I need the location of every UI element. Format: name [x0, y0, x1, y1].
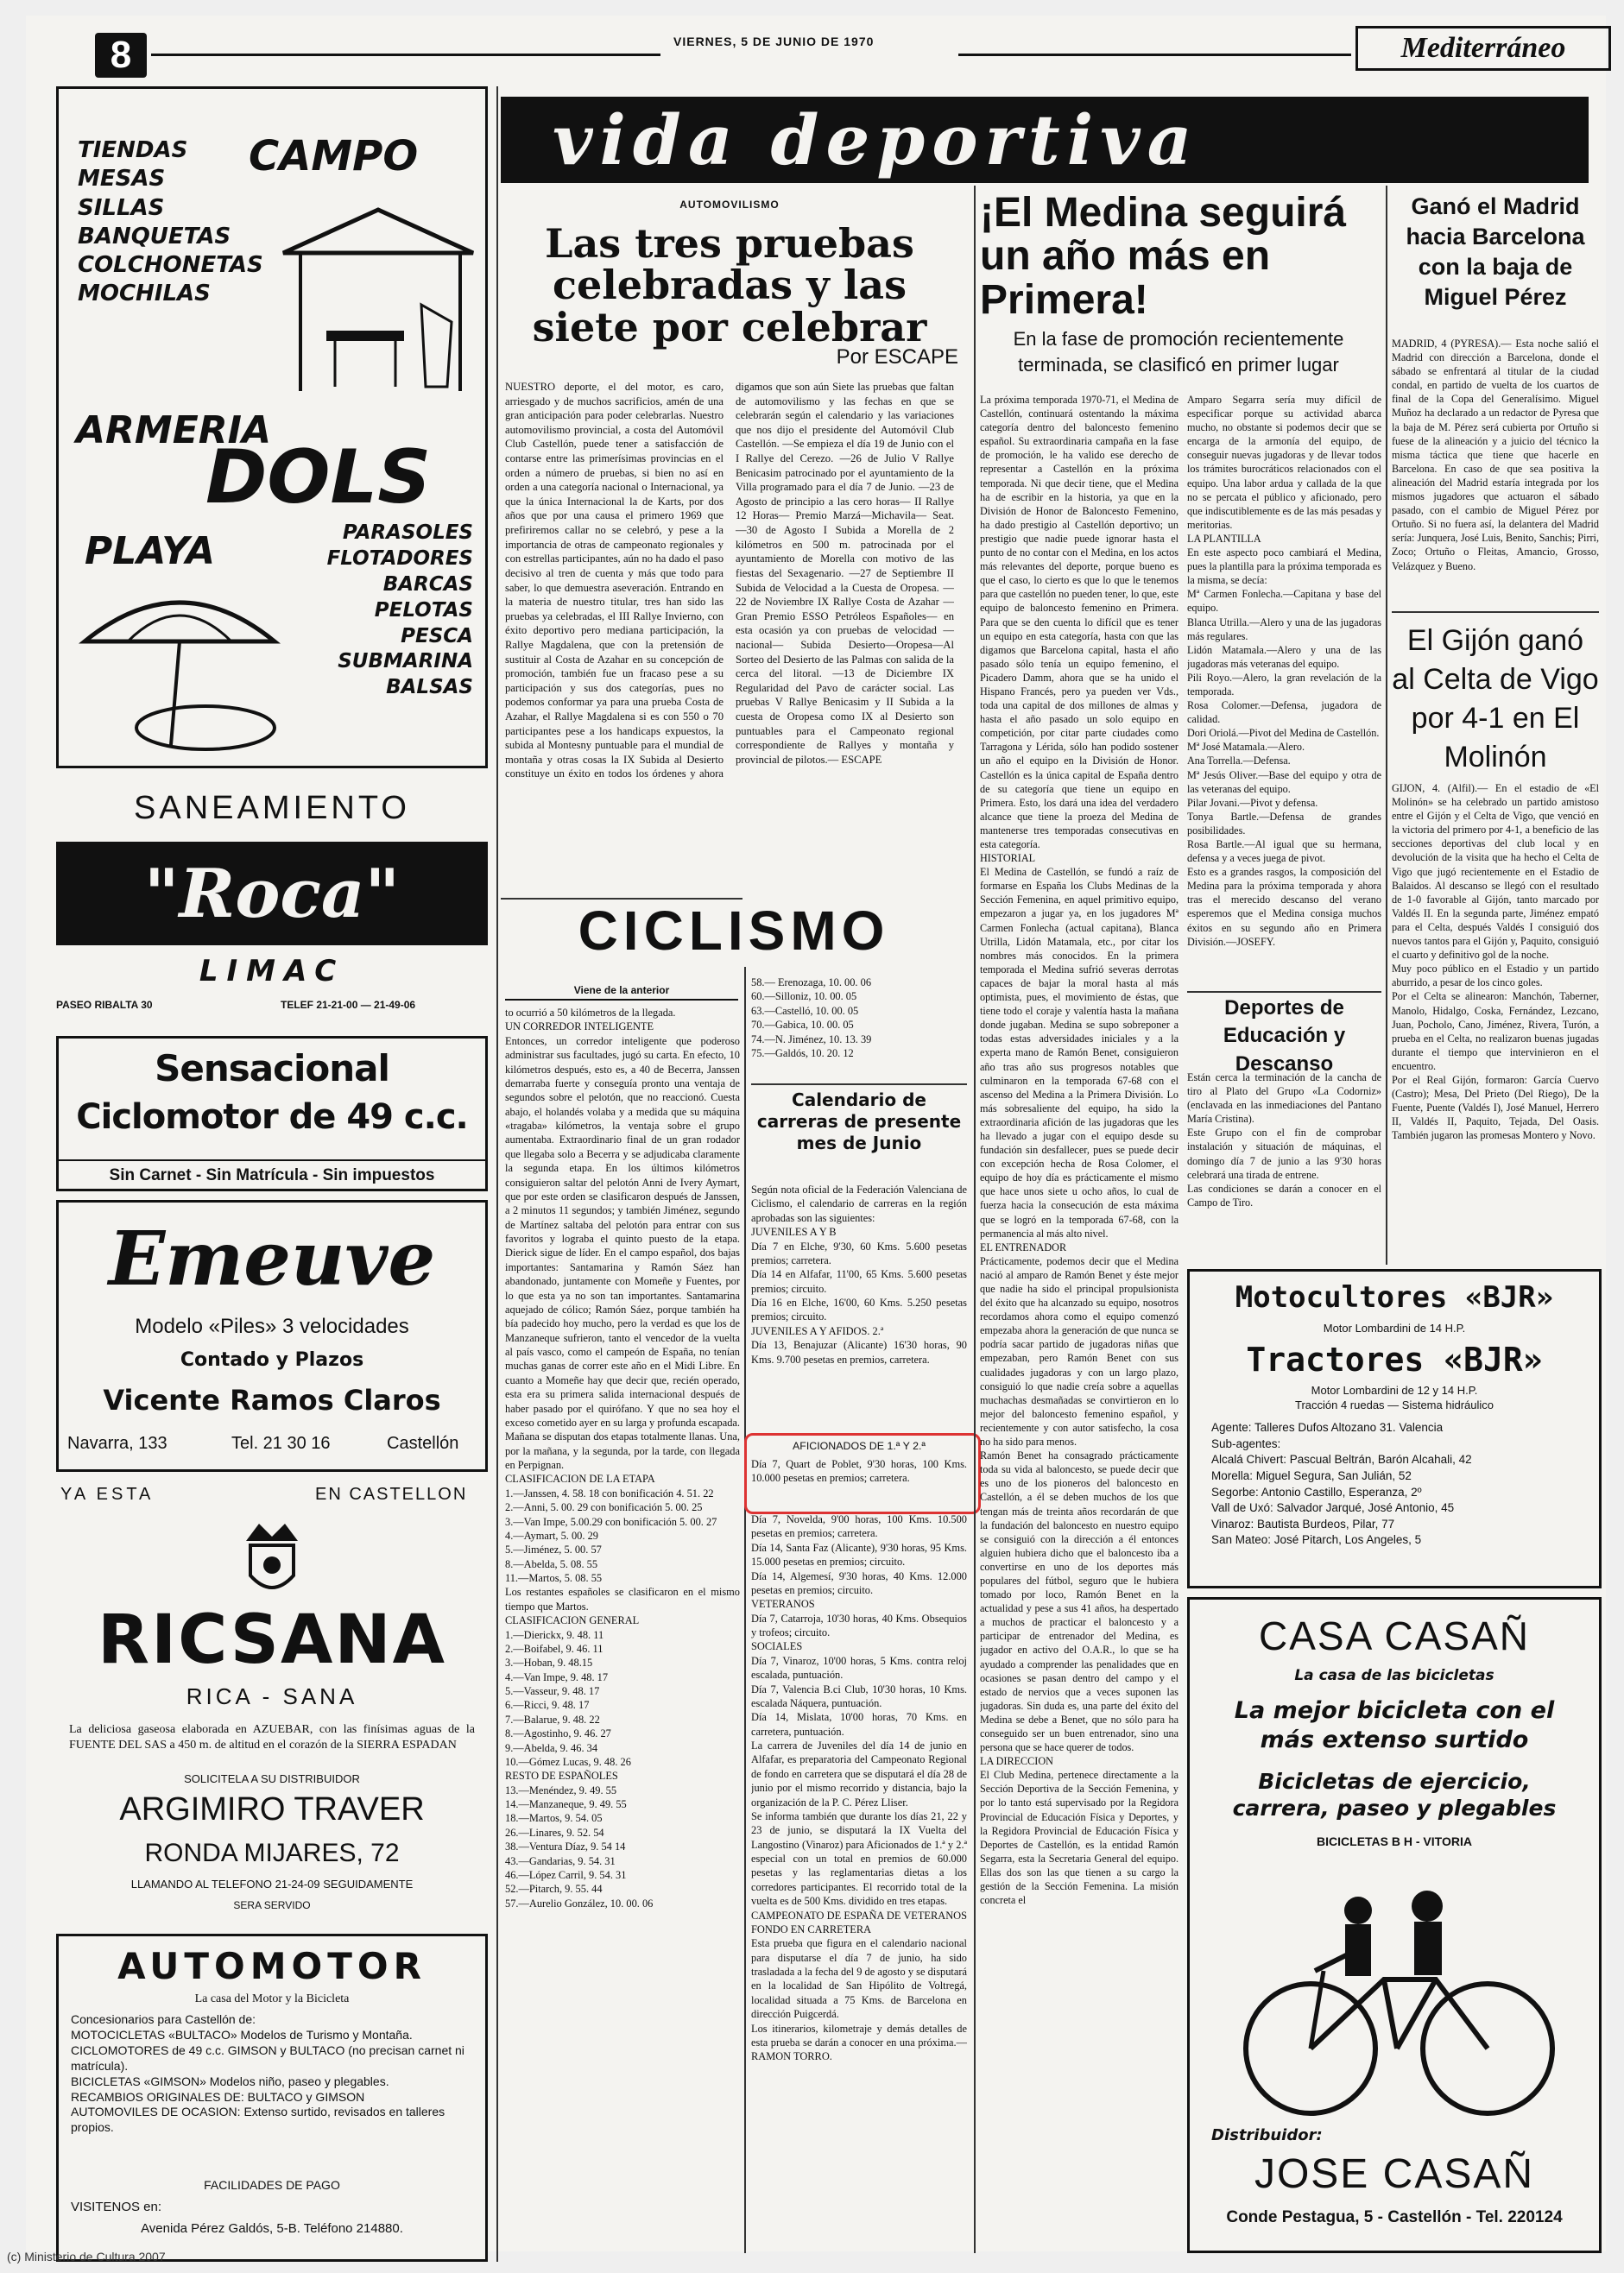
ad-emeuve-dealer: Vicente Ramos Claros [103, 1384, 441, 1417]
parasol-icon [76, 572, 283, 762]
tent-icon [275, 201, 482, 400]
gijon-rule [1392, 611, 1599, 613]
gijon-headline: El Gijón ganó al Celta de Vigo por 4-1 en El Molinón [1392, 624, 1599, 773]
ad-automotor-pay: FACILIDADES DE PAGO [204, 2178, 340, 2192]
ciclismo-body: to ocurrió a 50 kilómetros de la llegada. UN CORREDOR INTELIGENTE Entonces, un corredor inteligente que poderoso administrar sus facultades, jugó su carta. En efecto, 10 kilómetros después, esto es, a 40 de Becerra, Janssen demarraba fuerte y conseguía pronto una ventaja de segundos sobre el pelotón, que no reaccionó. Cuesta abajo, el holandés volaba y a medida que su máquina «tragaba» kilómetros, la ventaja sobre el grupo aumentaba. Extraordinario final de un gran rodador que llegaba solo a Becerra y se adjudicaba claramente la segunda etapa. En los últimos kilómetros consiguieron saltar del pelotón Anni de Ivery Aymart, que por este orden se clasificaron después de Janssen, a 2 minutos 11 segundos; y también Jiménez, segundo de Martínez saltaba del pelotón para entrar con sus favoritos y lograba el quinto puesto de la etapa. Dierick sigue de líder. En el campo español, dos bajas importantes: Santamarina y Ramón Sáez han abandonado, juntamente con Momeñe y Fuentes, por lo que esta ya no son tan importantes. Santamarina aquejado de cólico; Ramón Sáez, porque también ha bía padecido hoy mucho, pero la verdad es que los de Manzaneque sufrieron, tanto el vencedor de la vuelta al país vasco, como el campeón de España, no tenían muchas ganas de correr este año en el Midi Libre. En cuanto a Momeñe hay que decir que, recién operado, esta era su primera salida internacional después de haber pasado por el quirófano. Y que no sea hoy el exceso cometido ayer en su larga y profunda escapada. Mañana se disputan dos etapas totalmente llanas. Una, por la mañana, y la segunda, por la tarde, con llegada en Perpignan. CLASIFICACION DE LA ETAPA 1.—Janssen, 4. 58. 18 con bonificación 4. 51. 22 2.—Anni, 5. 00. 29 con bonificación 5. 00. 25 3.—Van Impe, 5.00.29 con bonificación 5. 00. 27 4.—Aymart, 5. 00. 29 5.—Jiménez, 5. 00. 57 8.—Abelda, 5. 08. 55 11.—Martos, 5. 08. 55 Los restantes españoles se clasificaron en el mismo tiempo que Martos. CLASIFICACION GENERAL 1.—Dierickx, 9. 48. 11 2.—Boifabel, 9. 46. 11 3.—Hoban, 9. 48.15 4.—Van Impe, 9. 48. 17 5.—Vasseur, 9. 48. 17 6.—Ricci, 9. 48. 17 7.—Balarue, 9. 48. 22 8.—Agostinho, 9. 46. 27 9.—Abelda, 9. 46. 34 10.—Gómez Lucas, 9. 48. 26 RESTO DE ESPAÑOLES 13.—Menéndez, 9. 49. 55 14.—Manzaneque, 9. 49. 55 18.—Martos, 9. 54. 05 26.—Linares, 9. 52. 54 38.—Ventura Díaz, 9. 54 14 43.—Gandarias, 9. 54. 31 46.—López Carril, 9. 54. 31 52.—Pitarch, 9. 55. 44 57.—Aurelio González, 10. 00. 06 [505, 1007, 740, 1910]
ad-ricsana-street: RONDA MIJARES, 72 [144, 1839, 400, 1867]
section-banner-text: vida deportiva [553, 99, 1199, 180]
ad-ricsana-sub: RICA - SANA [186, 1683, 358, 1709]
ad-casan [1187, 1597, 1602, 2253]
ad-automotor-visit: VISITENOS en: [71, 2200, 162, 2214]
ad-dols-brand: DOLS [205, 434, 432, 521]
deportes-rule [1187, 991, 1381, 993]
ad-ciclomotor [56, 1036, 488, 1191]
ad-emeuve-terms: Contado y Plazos [180, 1349, 364, 1371]
ad-casan-name: JOSE CASAÑ [1254, 2151, 1535, 2197]
deportes-body: Están cerca la terminación de la cancha de tiro al Plato del Grupo «La Codorniz» (enclavada en las inmediaciones del Pantano María Cristina). Este Grupo con el fin de comprobar instalación y situación de máquinas, el domingo día 7 de junio a las 9'30 horas celebrará una tirada de entrene. Las condiciones se darán a conocer en el Campo de Tiro. [1187, 1071, 1381, 1209]
madrid-headline: Ganó el Madrid hacia Barcelona con la baja de Miguel Pérez [1406, 193, 1585, 311]
ad-emeuve-brand: Emeuve [108, 1215, 436, 1303]
ad-casan-sub: La casa de las bicicletas [1294, 1667, 1494, 1684]
calendar-rule [751, 1083, 967, 1085]
ad-bjr-sub1: Motor Lombardini de 14 H.P. [1323, 1322, 1466, 1335]
ad-dols-playa-list: PARASOLES FLOTADORES BARCAS PELOTAS PESCA SUBMARINA BALSAS [326, 521, 473, 699]
ad-roca-phone: TELEF 21-21-00 — 21-49-06 [281, 999, 416, 1011]
ad-emeuve [56, 1200, 488, 1472]
ad-dols-list: TIENDAS MESAS SILLAS BANQUETAS COLCHONETAS MOCHILAS [78, 137, 263, 307]
medina-headline: ¡El Medina seguirá un año más en Primera! [980, 190, 1347, 323]
copyright-footer: (c) Ministerio de Cultura 2007 [7, 2250, 166, 2264]
ad-roca [56, 781, 488, 1027]
ad-ricsana-top-right: EN CASTELLON [315, 1485, 468, 1504]
ad-emeuve-model: Modelo «Piles» 3 velocidades [135, 1315, 409, 1338]
automovilismo-headline: Las tres pruebas celebradas y las siete por celebrar [532, 220, 927, 350]
newspaper-name: Mediterráneo [1355, 26, 1611, 71]
ciclismo-results-top: 58.— Erenozaga, 10. 00. 06 60.—Silloniz, 10. 00. 05 63.—Castelló, 10. 00. 05 70.—Gabica, 10. 00. 05 74.—N. Jiménez, 10. 13. 39 75.—Galdós, 10. 20. 12 [751, 976, 872, 1059]
medina-subhead: En la fase de promoción recientemente terminada, se clasificó en primer lugar [1013, 328, 1344, 376]
ad-ricsana-distributor: ARGIMIRO TRAVER [119, 1791, 425, 1828]
masthead-rule-right [958, 54, 1351, 56]
ad-automotor-body: Concesionarios para Castellón de: MOTOCICLETAS «BULTACO» Modelos de Turismo y Montaña. CICLOMOTORES de 49 c.c. GIMSON y BULTACO (no precisan carnet ni matrícula). BICICLETAS «GIMSON» Modelos niño, paseo y plegables. RECAMBIOS ORIGINALES DE: BULTACO y GIMSON AUTOMOVILES DE OCASION: Extenso surtido, revisados en talleres propios. [71, 2012, 464, 2135]
ad-ciclomotor-line1: Sensacional [155, 1047, 389, 1089]
column-rule-ads [496, 86, 498, 2262]
crown-shield-icon [233, 1515, 311, 1601]
column-rule-ciclismo [744, 967, 746, 2253]
ad-automotor [56, 1934, 488, 2262]
masthead-date: VIERNES, 5 DE JUNIO DE 1970 [673, 35, 875, 48]
ad-ricsana-request: SOLICITELA A SU DISTRIBUIDOR [184, 1772, 360, 1785]
ad-casan-dist: Distribuidor: [1211, 2126, 1323, 2144]
ciclismo-continued: Viene de la anterior [505, 984, 738, 1001]
ad-emeuve-city: Castellón [387, 1434, 459, 1453]
ciclismo-headline: CICLISMO [578, 900, 890, 962]
column-rule-madrid [1386, 186, 1387, 1265]
ad-dols-armeria: ARMERIA [76, 408, 272, 452]
ad-roca-brand: "Roca" [56, 842, 488, 945]
ad-ricsana [56, 1481, 488, 1925]
gijon-body: GIJON, 4. (Alfil).— En el estadio de «El Molinón» se ha celebrado un partido amistoso entre el Gijón y el Celta de Vigo, que venció en la victoria del primero por 4-1, a beneficio de las secciones deportivas del club local y en devolución de la visita que ha hecho el Celta de Vigo que jugó recientemente en el Estadio de Balaidos. Al descanso se llegó con el resultado de 1-0 favorable al Gijón, tanto marcado por Valdés II. En la segunda parte, Jiménez empató para el Celta, después Valdés I consiguió dos nuevos tantos para el Gijón y, Paquito, consiguió el cuarto y definitivo gol de la noche. Muy poco público en el Estadio y un partido aburrido, a pesar de los cinco goles. Por el Celta se alinearon: Manchón, Taberner, Manolo, Hidalgo, Coska, Fernández, Lezcano, Juan, Pocholo, Cano, Jiménez, Rivera, Turón, a prueba en el Celta, no realizaron buenas jugadas durante el tiempo que intervinieron en el encuentro. Por el Real Gijón, formaron: García Cuervo (Castro); Mesa, Del Prieto (Del Riego), De la Fuente, Puente (Valdés I), José Manuel, Herrero II, Valdés II, Paquito, Tejada, Del Oasis. También jugaron las promesas Montero y Novo. [1392, 782, 1599, 1142]
ad-emeuve-address: Navarra, 133 [67, 1434, 167, 1453]
ad-ricsana-call: LLAMANDO AL TELEFONO 21-24-09 SEGUIDAMENTE [130, 1878, 414, 1891]
ad-casan-slogan1: La mejor bicicleta con el más extenso surtido [1234, 1697, 1555, 1753]
automovilismo-byline: Por ESCAPE [836, 345, 958, 369]
tandem-bicycle-icon [1237, 1859, 1557, 2126]
deportes-headline: Deportes de Educación y Descanso [1223, 996, 1346, 1076]
ad-casan-title: CASA CASAÑ [1259, 1613, 1530, 1658]
masthead-rule-left [151, 54, 660, 56]
ad-dols [56, 86, 488, 768]
calendar-headline: Calendario de carreras de presente mes de Junio [756, 1089, 962, 1153]
ad-ricsana-brand: RICSANA [98, 1601, 446, 1679]
aficionados-item: Día 7, Quart de Poblet, 9'30 horas, 100 Kms. 10.000 pesetas en premios; carretera. [751, 1458, 967, 1485]
ad-roca-sub: LIMAC [199, 954, 345, 988]
column-rule-medina [974, 186, 976, 2253]
ad-casan-slogan2: Bicicletas de ejercicio, carrera, paseo y plegables [1232, 1769, 1557, 1822]
ad-ricsana-served: SERA SERVIDO [233, 1899, 311, 1911]
ad-ciclomotor-line2: Ciclomotor de 49 c.c. [76, 1097, 468, 1137]
ad-dols-playa: PLAYA [85, 529, 215, 573]
automovilismo-body: NUESTRO deporte, el del motor, es caro, arriesgado y de muchos sacrificios, amén de una gran anticipación para poder celebrarlas. Nuestro automovilismo provincial, a costa del Automóvil Club Castellón, puede tener a satisfacción de contarse entre las primerísimas provincias en el orden a número de pruebas, si bien no así en orden a una categoría nacional o Internacional, ya que la única Internacional la de Karts, por dos años que por una causa el primero 1969 que prefiriremos callar no se celebró, y pese a la importancia de otras de campeonato regionales y con estrellas participantes, aún no ha dado el paso decisivo al tren de cuenta y más que todo para saber, lo que demuestra aseveración. Entrando en la materia de nuestro titular, tres han sido las pruebas ya celebradas, el III Rallye Invierno, con éxito deportivo pero mediana participación, la Rallye Magdalena, que con la pretensión de sustituir al Costa de Azahar en su concepción de promoción, también fue un fracaso pese a su participación y sus dos categorías, pues no podemos conformar ya para una prueba Costa de Azahar, el Rallye Magdalena si es con 550 o 70 participantes pese a los handicaps expuestos, la subida al Montesny puntuable para el mundial de montaña y otras cosas la IX Subida al Desierto constituye un éxito en todos los órdenes y ahora digamos que son aún Siete las pruebas que faltan de automovilismo y las fechas en que se celebrarán según el calendario y las variaciones que nos dijo el presidente del Automóvil Club Castellón. —Se empieza el día 19 de Junio con el I Rallye del Cerezo. —26 de Julio V Rallye Benicasim patrocinado por el ayuntamiento de la Villa programado para el día 7 de Junio. —23 de Agosto de principio a las cero horas— II Rallye 12 Horas— Premio Marzá—Michavila— Seat. —30 de Agosto I Subida a Morella de 2 kilómetros en 500 m. patrocinada por el ayuntamiento de Morella con motivo de las fiestas del Sexagenario. —27 de Septiembre II Subida de Velocidad a la Cuesta de Oropesa. —22 de Noviembre IX Rallye Costa de Azahar —Gran Premio ESSO Petróleos Españoles— en esta ocasión ya con pruebas de velocidad —nacional— Subida Desierto—Oropesa—Al Sorteo del Desierto de las Palmas con salida de la cerca del litoral. —13 de Diciembre IX Regularidad del Pavo de carácter social. Las pruebas V Rallye Benicasim y II Subida a la cuesta de Oropesa como IX al Desierto son puntuables para el Campeonato regional correspondiente de Rallyes y montaña y provincial de pilotos.— ESCAPE [505, 381, 954, 780]
ad-bjr-agents: Agente: Talleres Dufos Altozano 31. Valencia Sub-agentes: Alcalá Chivert: Pascual Beltrán, Barón Alcahali, 42 Morella: Miguel Segura, San Julián, 52 Segorbe: Antonio Castillo, Esperanza, 2º Vall de Uxó: Salvador Jarqué, José Antonio, 45 Vinaroz: Bautista Burdeos, Pilar, 77 San Mateo: José Pitarch, Los Angeles, 5 [1211, 1421, 1472, 1547]
ad-automotor-title: AUTOMOTOR [117, 1945, 427, 1987]
ad-bjr-title1: Motocultores «BJR» [1235, 1280, 1554, 1315]
section-banner [501, 97, 1589, 183]
ad-ricsana-top-left: YA ESTA [60, 1485, 155, 1504]
calendar-body: Según nota oficial de la Federación Valenciana de Ciclismo, el calendario de carreras en la región aprobadas son las siguientes: JUVENILES A Y B Día 7 en Elche, 9'30, 60 Kms. 5.600 pesetas premios; carretera. Día 14 en Alfafar, 11'00, 65 Kms. 5.600 pesetas premios; circuito. Día 16 en Elche, 16'00, 60 Kms. 5.250 pesetas premios; circuito. JUVENILES A Y AFIDOS. 2.ª Día 13, Benajuzar (Alicante) 16'30 horas, 90 Kms. 9.700 pesetas en premios, carretera. [751, 1184, 967, 1366]
page-number: 8 [95, 33, 147, 78]
ad-ciclomotor-tagline: Sin Carnet - Sin Matrícula - Sin impuestos [59, 1159, 485, 1185]
ad-bjr [1187, 1269, 1602, 1588]
ad-emeuve-phone: Tel. 21 30 16 [231, 1434, 331, 1453]
ad-roca-address: PASEO RIBALTA 30 [56, 999, 153, 1011]
ad-casan-address: Conde Pestagua, 5 - Castellón - Tel. 220124 [1226, 2208, 1563, 2226]
ads-column [56, 86, 488, 2262]
automovilismo-kicker: AUTOMOVILISMO [679, 199, 780, 211]
ad-bjr-title2: Tractores «BJR» [1246, 1341, 1543, 1379]
ad-ricsana-desc: La deliciosa gaseosa elaborada en AZUEBAR, con las finísimas aguas de la FUENTE DEL SAS a 450 m. de altitud en el corazón de la SIERRA ESPADAN [69, 1723, 475, 1752]
madrid-body: MADRID, 4 (PYRESA).— Esta noche salió el Madrid con dirección a Barcelona, donde el sábado se enfrentará al titular de la ciudad condal, en partido de vuelta de los cuartos de final de la Copa del Generalísimo. Miguel Muñoz ha declarado a un redactor de Pyresa que la baja de M. Pérez será cubierta por Ortuño si fuese de la alineación y a juicio del técnico la misma táctica que tiene que hacerle en Barcelona. En caso de que sea positiva la alineación del Madrid estaría integrada por los mismos jugadores que actuaron el sábado pasado, con el cambio de Miguel Pérez por Ortuño. Si no fuera así, la delantera del Madrid sería: Junquera, José Luis, Benito, Sanchis; Pirri, Zoco; Ortuño o Fleitas, Amancio, Grosso, Velázquez y Bueno. [1392, 338, 1599, 572]
medina-body-2: Amparo Segarra sería muy difícil de especificar porque su actividad abarca mucho, no obstante si podemos decir que se encarga de la armonía del equipo, de conseguir nuevas jugadoras y de llevar todos los trámites burocráticos relacionados con el equipo. Una labor ardua y callada de la que no se percata el público y aficionado, pero que indiscutiblemente es de las más pesadas y meritorias. LA PLANTILLA En este aspecto poco cambiará el Medina, pues la plantilla para la próxima temporada es la misma, se decía: Mª Carmen Fonlecha.—Capitana y base del equipo. Blanca Utrilla.—Alero y una de las jugadoras más regulares. Lidón Matamala.—Alero y una de las jugadoras más veteranas del equipo. Pili Royo.—Alero, la gran revelación de la temporada. Rosa Colomer.—Defensa, jugadora de calidad. Dori Oriolá.—Pivot del Medina de Castellón. Mª José Matamala.—Alero. Ana Torrella.—Defensa. Mª Jesús Oliver.—Base del equipo y otra de las veteranas del equipo. Pilar Jovani.—Pivot y defensa. Tonya Bartle.—Defensa de grandes posibilidades. Rosa Bartle.—Al igual que su hermana, defensa y a veces juega de pivot. Esto es a grandes rasgos, la composición del Medina para la próxima temporada y ahora tras el merecido descanso del verano esperemos que el Medina consiga muchos éxitos en su segundo año en Primera División.—JOSEFY. [1187, 394, 1381, 948]
medina-body-1: La próxima temporada 1970-71, el Medina de Castellón, continuará ostentando la máxima categoría dentro del baloncesto femenino español. Su extraordinaria campaña en la fase de promoción, le ha valido ese derecho de representar a Castellón en la próxima temporada. Ni que decir tiene, que el Medina ha de escribir en la historia, ya que en la División de Honor de Baloncesto Femenino, ha dado prestigio al Castellón deportivo; un prestigio que nadie puede ignorar hasta el punto de no contar con el Medina, en los actos más relevantes del deporte, porque bueno es que el caso, lo cierto es que lo que le tenemos para que castellón no pueden tener, lo que, este equipo de baloncesto femenino en Primera. Para que se den cuenta lo difícil que es tener un equipo en esta categoría, hasta con que las digamos que Barcelona capital, hasta el año pasado sólo tenía un equipo femenino, el Picadero Damm, ahora que se ha unido el Hispano Francés, pero ya pueden ver Vds., toda una capital de dos millones de almas y hasta el año pasado un solo equipo en competición, por citar parte ciudades como Tarragona y Lérida, sólo han podido sostener un año el equipo en la División de Honor. Castellón es la única capital de España dentro de su categoría que tiene un equipo en Primera. Esto, los dará una idea del verdadero alcance que tiene la proeza del Medina de mantenerse tres temporadas consecutivas en esta categoría. HISTORIAL El Medina de Castellón, se fundó a raíz de formarse en España los Clubs Medinas de la Sección Femenina, en aquel primitivo equipo, empezaron a jugar ya, en los jugadores Mª Carmen Fonlecha (actual capitana), Blanca Utrilla, Lidón Matamala, etc., por citar los nombres más conocidos. En la primera temporada el Medina sufrió severas derrotas capaces de bajar la moral hasta al más optimista, pues, el movimiento de éstas, que tiene todo el coraje y valentía hasta la mañana donde jugaban. Medina se supo sobreponer a todas estas adversidades iniciales y a la experta mano de Ramón Benet, consiguieron año tras año sus progresos notables que culminaron en la temporada 67-68 con el ascenso del Medina a la Primera División. Lo más sobresaliente del equipo, ha sido la extraordinaria afición de las jugadoras que les ha llevado a jugar con el equipo desde su fundación sin desfallecer, pues se puede decir con excepción hecha de Rosa Colomer, el equipo de hoy día es prácticamente el mismo que hace unos siete u ocho años, lo cual de fuerza hacia la consecución de esta máxima que se logró en la temporada 67-68, con la permanencia al más alto nivel. EL ENTRENADOR Prácticamente, podemos decir que el Medina nació al amparo de Ramón Benet y éste mejor que nadie ha sido el principal propulsionista del éxito que ha alcanzado su equipo, nosotros recordamos ahora como el equipo comenzó empezaba ahora la generación de que nunca se podría sacar partido de jugadoras niñas que empezaban, pero Ramón Benet con sus cualidades jugadoras y con un largo plazo, consiguió lo que nadie creía sobre a aquellas muchachas desmañadas se convirtieron en lo mejor del baloncesto femenino español, y recientemente y con autor satisfecho, la cosa no ha sido para menos. Ramón Benet ha consagrado prácticamente toda su vida al baloncesto, se puede decir que es uno de los pioneros del baloncesto en Castellón, a él se deben muchos de los que tengan más de treinta años recordarán de que la fundación del baloncesto en nuestro equipo se consiguió con la dirección a él entonces alguien hubiera dicho que el baloncesto iba a convertirse en uno de los deportes más populares del fútbol, seguro que le hubiera tomado por loco, Ramón Benet en la actualidad y pese a sus 41 años, ha despertado a muchos de practicar el baloncesto y a participar de entrenador del Medina, es jugador en activo del O.A.R., lo que se ha ayudado a comprender las penalidades que en ocasiones se pasan dentro del campo y el estado de nervios que a veces suponen las jugadoras. Sin duda es, una parte del éxito del Medina se debe a Benet, que no sólo para ha conseguido ser un buen entrenador, sino una persona que se hace querer de todos. LA DIRECCION El Club Medina, pertenece directamente a la Sección Deportiva de la Sección Femenina, y por lo tanto está supervisado por la Regidora Provincial de Educación Física y Deportes, y la Regidora Provincial de Educación Física y Deportes de Castellón, es la entidad Ramón Segarra, esta la Secretaria General del equipo. Ellas dos son las que tienen a su cargo la gestión de la Sección Femenina. La misión concreta el [980, 394, 1179, 1907]
ad-bjr-sub2: Motor Lombardini de 12 y 14 H.P. Tracción 4 ruedas — Sistema hidráulico [1294, 1384, 1494, 1411]
ad-automotor-sub: La casa del Motor y la Bicicleta [194, 1992, 350, 2005]
calendar-body-2: Día 7, Novelda, 9'00 horas, 100 Kms. 10.500 pesetas en premios; carretera. Día 14, Santa Faz (Alicante), 9'30 horas, 95 Kms. 15.000 pesetas en premios; circuito. Día 14, Algemesí, 9'30 horas, 40 Kms. 12.000 pesetas en premios; circuito. VETERANOS Día 7, Catarroja, 10'30 horas, 40 Kms. Obsequios y trofeos; circuito. SOCIALES Día 7, Vinaroz, 10'00 horas, 5 Kms. contra reloj escalada, puntuación. Día 7, Valencia B.ci Club, 10'30 horas, 10 Kms. escalada Náquera, puntuación. Día 14, Mislata, 10'00 horas, 70 Kms. en carretera, puntuación. La carrera de Juveniles del día 14 de junio en Alfafar, es preparatoria del Campeonato Regional de fondo en carretera que se disputará el día 28 de junio por el mismo recorrido y distancia, bajo la organización de la P. C. Pérez Lliser. Se informa también que durante los días 21, 22 y 23 de junio, se disputará la IX Vuelta del Langostino (Vinaroz) para Aficionados de 1.ª y 2.ª especial con un total en premios de 60.000 pesetas y las reglamentarias dietas a los corredores participantes. El recorrido total de la vuelta es de 500 Kms. dividido en tres etapas. CAMPEONATO DE ESPAÑA DE VETERANOS FONDO EN CARRETERA Esta prueba que figura en el calendario nacional para disputarse el día 7 de junio, ha sido trasladada a la fecha del 9 de agosto y se disputará en la localidad de San Hipólito de Voltregá, localidad situada a 75 Kms. de Barcelona en dirección Puigcerdá. Los itinerarios, kilometraje y demás detalles de esta prueba se darán a conocer en una próxima.—RAMON TORRO. [751, 1513, 967, 2063]
aficionados-title: AFICIONADOS DE 1.ª Y 2.ª [792, 1440, 926, 1452]
ad-automotor-address: Avenida Pérez Galdós, 5-B. Teléfono 214880. [141, 2221, 403, 2236]
ad-dols-campo: CAMPO [249, 132, 419, 180]
ad-casan-brands: BICICLETAS B H - VITORIA [1317, 1834, 1472, 1848]
ad-roca-title: SANEAMIENTO [134, 790, 410, 826]
